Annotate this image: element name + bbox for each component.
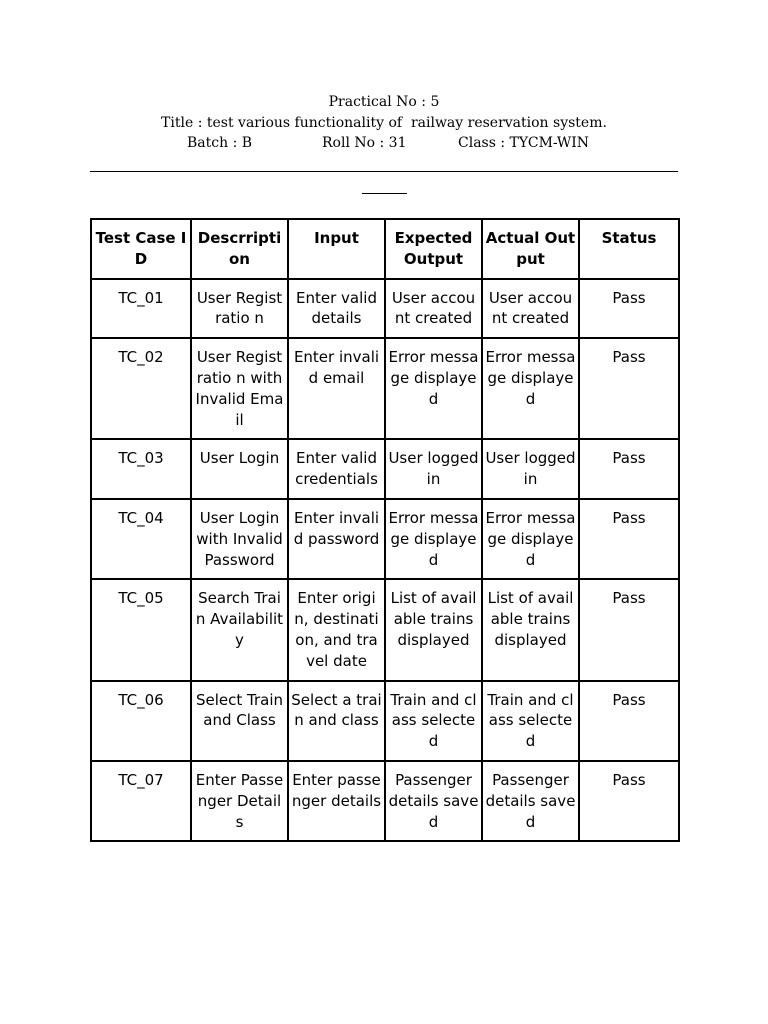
table-row <box>91 439 679 499</box>
cell-expected-output: User account created <box>385 279 482 339</box>
cell-expected-output: Passenger details saved <box>385 761 482 841</box>
practical-number: Practical No : 5 <box>328 94 440 110</box>
cell-description: User Registratio n <box>191 279 288 339</box>
cell-status: Pass <box>579 499 679 579</box>
table-header-row <box>91 219 679 279</box>
cell-test-case-id: TC_04 <box>91 499 191 579</box>
cell-description: Select Train and Class <box>191 681 288 761</box>
cell-actual-output: Passenger details saved <box>482 761 579 841</box>
cell-input: Enter valid details <box>288 279 385 339</box>
column-header-input: Input <box>288 219 385 279</box>
cell-actual-output: User logged in <box>482 439 579 499</box>
cell-input: Enter origin, destination, and travel date <box>288 579 385 680</box>
cell-test-case-id: TC_05 <box>91 579 191 680</box>
cell-status: Pass <box>579 279 679 339</box>
cell-test-case-id: TC_01 <box>91 279 191 339</box>
cell-actual-output: Error message displayed <box>482 338 579 439</box>
cell-input: Enter invalid email <box>288 338 385 439</box>
cell-test-case-id: TC_06 <box>91 681 191 761</box>
table-row <box>91 681 679 761</box>
document-header <box>0 92 768 154</box>
cell-actual-output: List of available trains displayed <box>482 579 579 680</box>
cell-test-case-id: TC_07 <box>91 761 191 841</box>
cell-test-case-id: TC_02 <box>91 338 191 439</box>
cell-description: Search Train Availability <box>191 579 288 680</box>
column-header-id: Test Case ID <box>91 219 191 279</box>
cell-expected-output: Error message displayed <box>385 338 482 439</box>
column-header-description: Descrripti on <box>191 219 288 279</box>
cell-actual-output: Error message displayed <box>482 499 579 579</box>
cell-status: Pass <box>579 338 679 439</box>
cell-expected-output: List of available trains displayed <box>385 579 482 680</box>
batch-label: Batch : B <box>187 135 253 151</box>
cell-status: Pass <box>579 761 679 841</box>
cell-status: Pass <box>579 681 679 761</box>
class-label: Class : TYCM-WIN <box>458 135 590 151</box>
cell-description: User Login with Invalid Password <box>191 499 288 579</box>
cell-actual-output: User account created <box>482 279 579 339</box>
cell-status: Pass <box>579 579 679 680</box>
cell-test-case-id: TC_03 <box>91 439 191 499</box>
column-header-status: Status <box>579 219 679 279</box>
cell-input: Enter valid credentials <box>288 439 385 499</box>
cell-description: User Login <box>191 439 288 499</box>
cell-input: Enter invalid password <box>288 499 385 579</box>
cell-status: Pass <box>579 439 679 499</box>
table-row <box>91 761 679 841</box>
header-divider <box>90 171 678 172</box>
cell-description: User Registratio n with Invalid Email <box>191 338 288 439</box>
column-header-actual: Actual Output <box>482 219 579 279</box>
header-divider-tail <box>362 193 407 194</box>
practical-title: Title : test various functionality of railway reservation system. <box>161 114 607 131</box>
table-row <box>91 338 679 439</box>
cell-description: Enter Passenger Details <box>191 761 288 841</box>
cell-expected-output: Train and class selected <box>385 681 482 761</box>
cell-actual-output: Train and class selected <box>482 681 579 761</box>
table-row <box>91 579 679 680</box>
cell-expected-output: User logged in <box>385 439 482 499</box>
cell-input: Enter passenger details <box>288 761 385 841</box>
roll-number: Roll No : 31 <box>322 135 407 151</box>
meta-row <box>0 133 768 154</box>
test-case-table <box>90 218 680 842</box>
cell-input: Select a train and class <box>288 681 385 761</box>
table-row <box>91 279 679 339</box>
column-header-expected: Expected Output <box>385 219 482 279</box>
table-row <box>91 499 679 579</box>
cell-expected-output: Error message displayed <box>385 499 482 579</box>
